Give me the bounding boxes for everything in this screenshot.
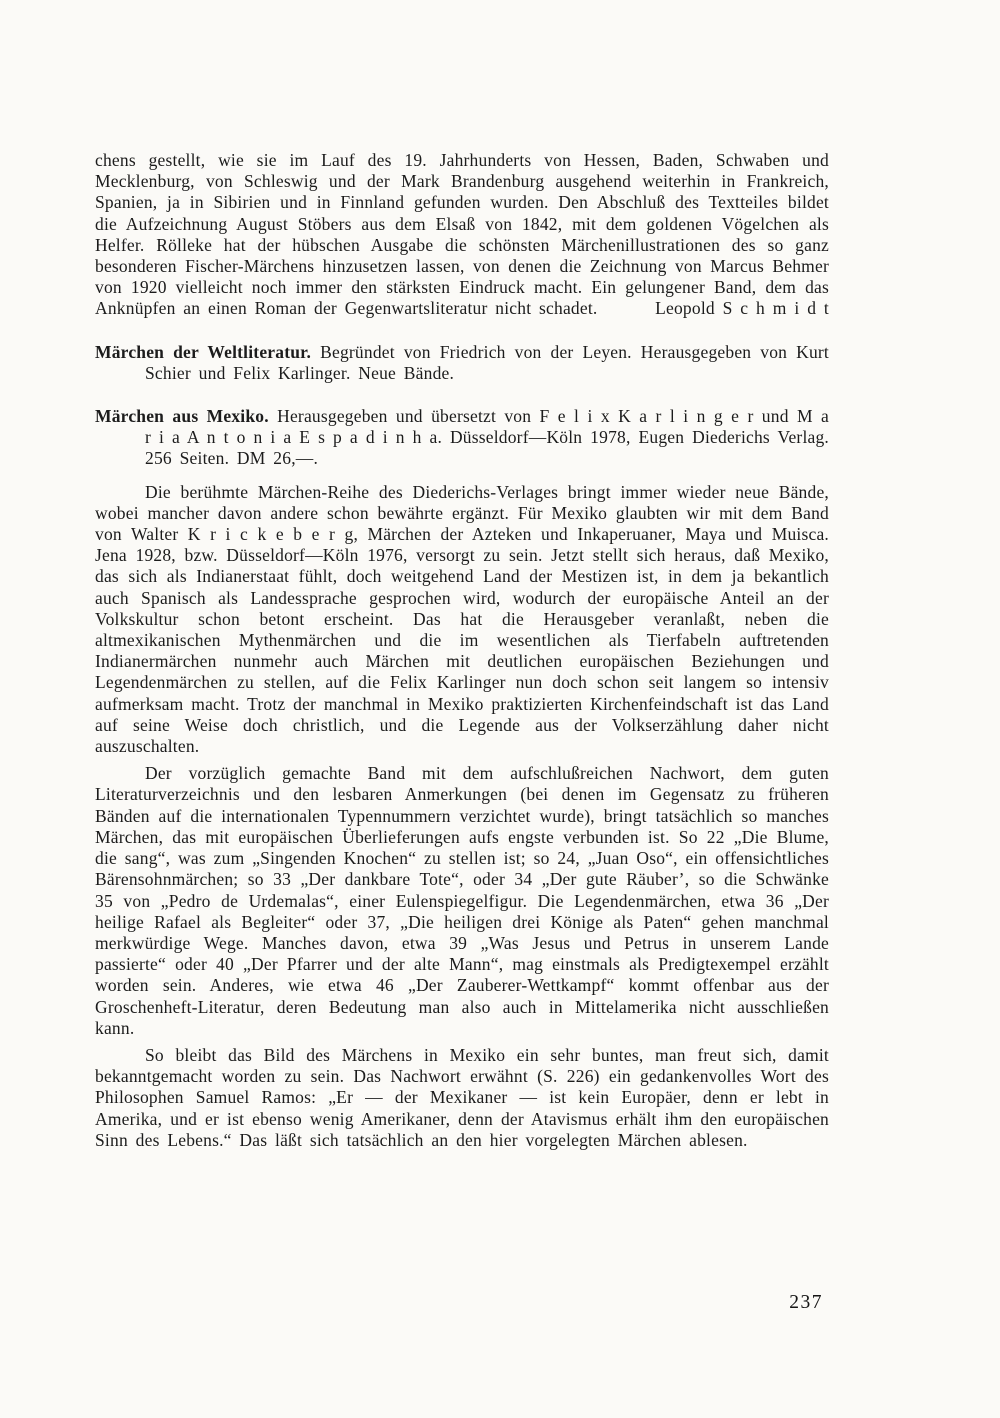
review-paragraph-2: Der vorzüglich gemachte Band mit dem aufschlußreichen Nachwort, dem guten Literaturverzeichnis und den lesbaren Anmerkungen (bei denen im Gegensatz zu früheren Bänden auf die internationalen Typennummern verzichtet wurde), bringt tatsächlich so manches Märchen, das mit europäischen Überlieferungen aufs engste verbunden ist. So 22 „Die Blume, die sang“, was zum „Singenden Knochen“ zu stellen ist; so 24, „Juan Oso“, ein offensichtliches Bärensohnmärchen; so 33 „Der dankbare Tote“, oder 34 „Der gute Räuber’, so die Schwänke 35 von „Pedro de Urdemalas“, einer Eulenspiegelfigur. Die Legendenmärchen, etwa 36 „Der heilige Rafael als Begleiter“ oder 37, „Die heiligen drei Könige als Paten“ gehen manchmal merkwürdige Wege. Manches davon, etwa 39 „Was Jesus und Petrus in unserem Lande passierte“ oder 40 „Der Pfarrer und der alte Mann“, mag einstmals als Predigtexempel erzählt worden sein. Anderes, wie etwa 46 „Der Zauberer-Wettkampf“ kommt offenbar aus der Groschenheft-Literatur, deren Bedeutung man also auch in Mittelamerika nicht ausschließen kann. bbox=[95, 763, 829, 1038]
review-paragraph-1: Die berühmte Märchen-Reihe des Diederichs-Verlages bringt immer wieder neue Bände, wobei mancher davon andere schon bewährte ergänzt. Für Mexiko glaubten wir mit dem Band von Walter K r i c k e b e r g, Märchen der Azteken und Inkaperuaner, Maya und Muisca. Jena 1928, bzw. Düsseldorf—Köln 1976, versorgt zu sein. Jetzt stellt sich heraus, daß Mexiko, das sich als Indianerstaat fühlt, doch weitgehend Land der Mestizen ist, in dem ja bekantlich auch Spanisch als Landessprache gesprochen wird, wodurch der europäische Anteil an der Volkskultur schon betont erscheint. Das hat die Herausgeber veranlaßt, neben die altmexikanischen Mythenmärchen und die im wesentlichen als Tierfabeln auftretenden Indianermärchen nunmehr auch Märchen mit deutlichen europäischen Beziehungen und Legendenmärchen zu stellen, auf die Felix Karlinger nun doch schon seit langem so intensiv aufmerksam macht. Trotz der manchmal in Mexiko praktizierten Kirchenfeindschaft ist das Land auf seine Weise doch christlich, und die Legende aus der Volkserzählung daher nicht auszuschalten. bbox=[95, 481, 829, 757]
bibliographic-entry-weltliteratur bbox=[95, 342, 829, 384]
review-paragraph-3: So bleibt das Bild des Märchens in Mexiko ein sehr buntes, man freut sich, damit bekanntgemacht worden zu sein. Das Nachwort erwähnt (S. 226) ein gedankenvolles Wort des Philosophen Samuel Ramos: „Er — der Mexikaner — ist kein Europäer, denn er lebt in Amerika, und er ist ebenso wenig Amerikaner, denn der Atavismus erhält ihm den europäischen Sinn des Lebens.“ Das läßt sich tatsächlich an den hier vorgelegten Märchen ablesen. bbox=[95, 1044, 829, 1150]
entry-details: Begründet von Friedrich von der Leyen. Herausgegeben von Kurt Schier und Felix Karlinger. Neue Bände. bbox=[145, 341, 829, 383]
review-paragraph-continuation bbox=[95, 150, 829, 320]
continuation-text: chens gestellt, wie sie im Lauf des 19. Jahrhunderts von Hessen, Baden, Schwaben und Mecklenburg, von Schleswig und der Mark Brandenburg ausgehend weiterhin in Frankreich, Spanien, ja in Sibirien und in Finnland gefunden wurden. Den Abschluß des Textteiles bildet die Aufzeichnung August Stöbers aus dem Elsaß von 1842, mit dem goldenen Vögelchen als Helfer. Rölleke hat der hübschen Ausgabe die schönsten Märchenillustrationen des so ganz besonderen Fischer-Märchens hinzusetzen lassen, von denen die Zeichnung von Marcus Behmer von 1920 vielleicht noch immer den stärksten Eindruck macht. Ein gelungener Band, dem das Anknüpfen an einen Roman der Gegenwartsliteratur nicht schadet. bbox=[95, 150, 829, 319]
entry-title: Märchen aus Mexiko. bbox=[95, 406, 269, 427]
entry-details: Herausgegeben und übersetzt von F e l i x K a r l i n g e r und M a r i a A n t o n i a E s p a d i n h a. Düsseldorf—Köln 1978, Eugen Diederichs Verlag. 256 Seiten. DM 26,—. bbox=[145, 406, 830, 469]
page-number: 237 bbox=[789, 1292, 823, 1313]
reviewer-signature: Leopold S c h m i d t bbox=[655, 298, 829, 319]
entry-title: Märchen der Weltliteratur. bbox=[95, 341, 312, 362]
text-block bbox=[95, 150, 829, 1151]
bibliographic-entry-mexiko bbox=[95, 406, 829, 470]
